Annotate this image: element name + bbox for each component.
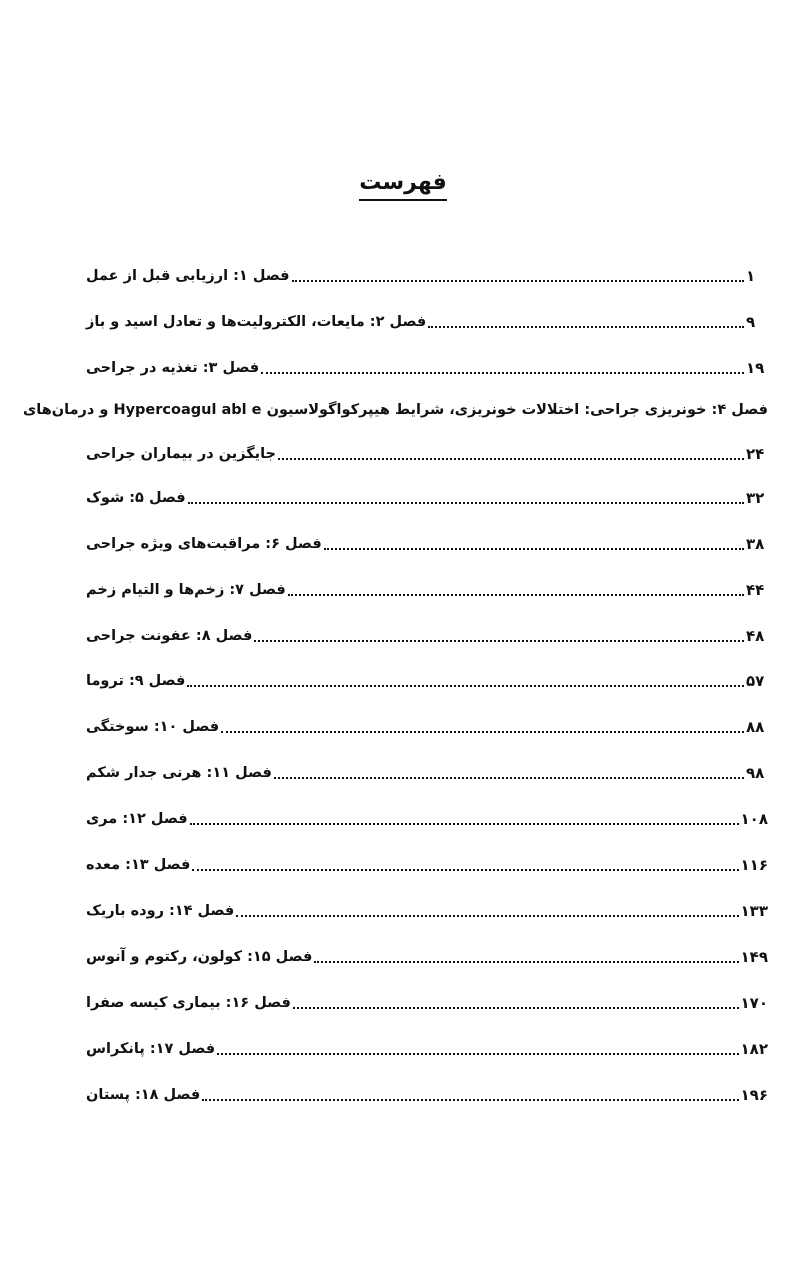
dot-leader [254, 634, 744, 642]
dot-leader [292, 274, 744, 282]
toc-entry-page: ۹ [746, 313, 756, 331]
toc-entry[interactable] [82, 570, 768, 600]
toc-entry-page: ۹۸ [746, 764, 765, 782]
toc-entry[interactable] [82, 753, 768, 783]
toc-entry-page: ۱۱۶ [740, 856, 768, 874]
toc-entry[interactable] [82, 616, 768, 646]
toc-entry-page: ۱۴۹ [740, 948, 768, 966]
toc-entry-page: ۲۴ [746, 445, 765, 463]
toc-entry-label-part: فصل ۴: خونریزی جراحی: اختلالات خونریزی، شرایط هیپرکواگولاسیون [266, 402, 768, 418]
toc-entry-label: فصل ۱: ارزیابی قبل از عمل [86, 268, 290, 284]
dot-leader [324, 542, 744, 550]
toc-entry-label: فصل ۲: مایعات، الکترولیت‌ها و تعادل اسید و باز [86, 314, 427, 330]
toc-entry[interactable] [82, 845, 768, 875]
toc-entry-page: ۳۸ [746, 535, 765, 553]
dot-leader [221, 725, 744, 733]
toc-entry[interactable] [82, 707, 768, 737]
toc-entry-label: فصل ۱۳: معده [86, 857, 191, 873]
toc-entry-page: ۳۲ [746, 489, 765, 507]
toc-entry-term: Hypercoagul abl e [113, 402, 262, 418]
toc-entry-first-line[interactable] [22, 400, 768, 420]
dot-leader [190, 817, 739, 825]
toc-entry-page: ۱۸۲ [740, 1040, 768, 1058]
toc-entry[interactable] [82, 937, 768, 967]
toc-entry-label: فصل ۱۱: هرنی جدار شکم [86, 765, 272, 781]
toc-entry[interactable] [82, 1029, 768, 1059]
toc-entry[interactable] [82, 524, 768, 554]
toc-entry[interactable] [82, 348, 768, 378]
toc-entry-label: فصل ۱۷: پانکراس [86, 1041, 216, 1057]
toc-entry-label: فصل ۱۶: بیماری کیسه صفرا [86, 995, 291, 1011]
toc-entry-label: فصل ۱۲: مری [86, 811, 188, 827]
dot-leader [314, 955, 738, 963]
toc-entry[interactable] [82, 434, 768, 464]
dot-leader [274, 771, 744, 779]
toc-entry-label: فصل ۱۵: کولون، رکتوم و آنوس [86, 949, 313, 965]
dot-leader [278, 452, 744, 460]
toc-entry-page: ۴۸ [746, 627, 765, 645]
toc-entry-label-part: و درمان‌های [22, 402, 109, 418]
dot-leader [202, 1093, 738, 1101]
dot-leader [192, 863, 738, 871]
toc-entry-label: فصل ۷: زخم‌ها و التیام زخم [86, 582, 286, 598]
dot-leader [188, 496, 744, 504]
page-title [0, 170, 806, 195]
toc-entry-label: فصل ۵: شوک [86, 490, 186, 506]
dot-leader [288, 588, 744, 596]
toc-entry-label: فصل ۱۰: سوختگی [86, 719, 220, 735]
dot-leader [261, 366, 744, 374]
toc-entry-label: فصل ۹: تروما [86, 673, 186, 689]
toc-entry-page: ۵۷ [746, 672, 765, 690]
toc-entry[interactable] [82, 661, 768, 691]
toc-entry-page: ۱۳۳ [740, 902, 768, 920]
toc-entry[interactable] [82, 478, 768, 508]
toc-entry-page: ۱۹ [746, 359, 765, 377]
toc-entry-label: فصل ۶: مراقبت‌های ویژه جراحی [86, 536, 322, 552]
page-title-text: فهرست [359, 170, 447, 201]
toc-entry[interactable] [82, 1075, 768, 1105]
toc-entry[interactable] [82, 983, 768, 1013]
toc-entry[interactable] [82, 799, 768, 829]
toc-entry[interactable] [82, 256, 768, 286]
toc-entry-page: ۱۰۸ [740, 810, 768, 828]
dot-leader [187, 679, 744, 687]
dot-leader [293, 1001, 739, 1009]
toc-entry-page: ۴۴ [746, 581, 765, 599]
toc-entry-page: ۱۹۶ [740, 1086, 768, 1104]
toc-entry-label: فصل ۸: عفونت جراحی [86, 628, 253, 644]
toc-entry-page: ۸۸ [746, 718, 765, 736]
toc-entry-label: فصل ۱۸: پستان [86, 1087, 201, 1103]
toc-entry[interactable] [82, 302, 768, 332]
toc-entry-label: جایگزین در بیماران جراحی [86, 446, 277, 462]
toc-entry-label: فصل ۱۴: روده باریک [86, 903, 235, 919]
toc-entry-page: ۱ [746, 267, 756, 285]
dot-leader [236, 909, 738, 917]
toc-entry-label: فصل ۳: تغذیه در جراحی [86, 360, 260, 376]
toc-entry[interactable] [82, 891, 768, 921]
dot-leader [217, 1047, 738, 1055]
toc-entry-page: ۱۷۰ [740, 994, 768, 1012]
dot-leader [428, 320, 744, 328]
